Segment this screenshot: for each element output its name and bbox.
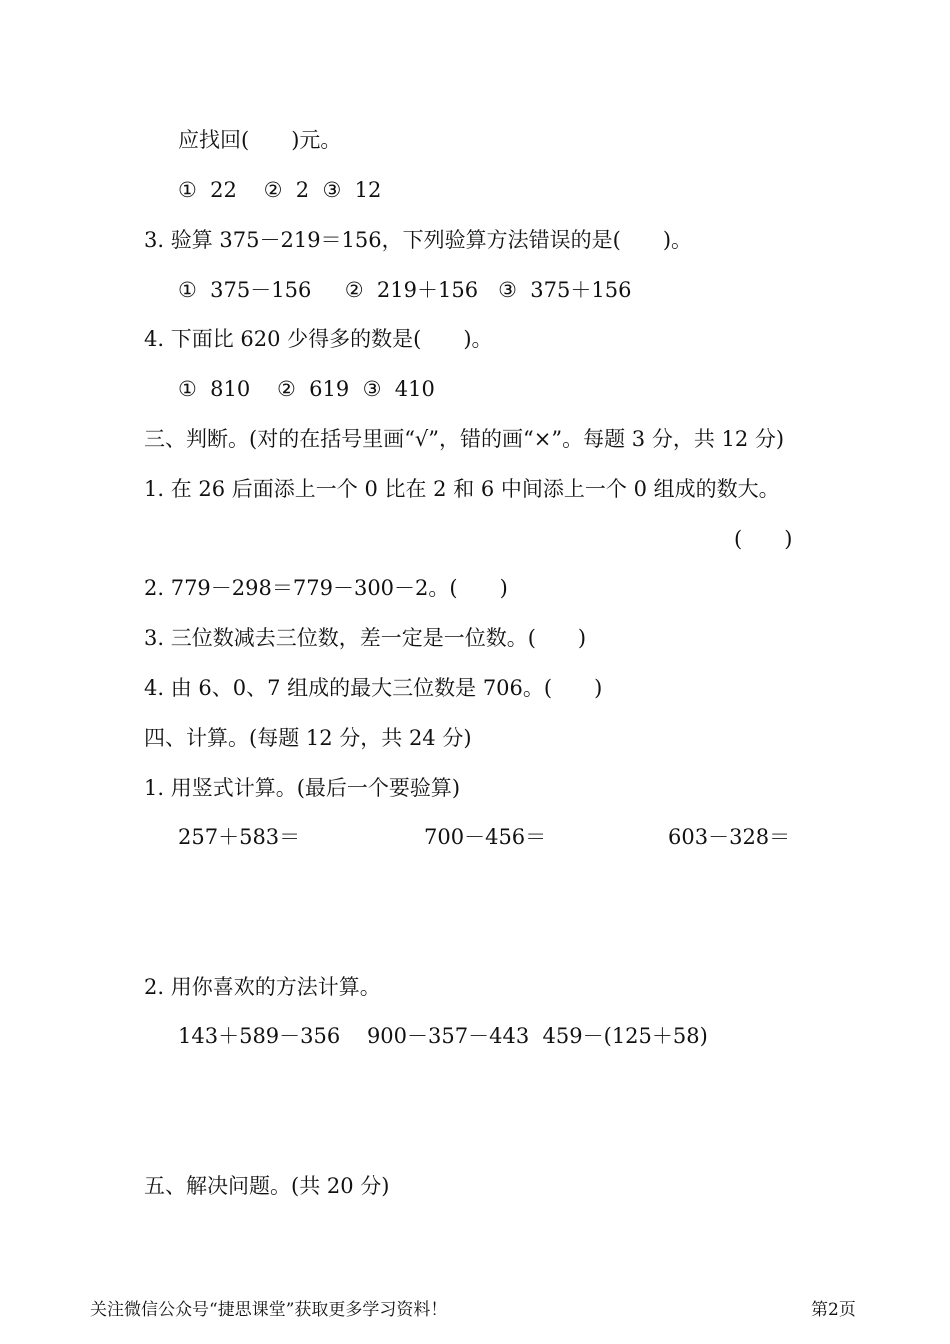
question-2-answer-stem: 应找回( )元。 <box>178 128 342 152</box>
calc-expression-1: 257＋583＝ <box>178 825 301 849</box>
judge-question-1-blank: ( ) <box>734 527 793 551</box>
question-4-options: ① 810 ② 619 ③ 410 <box>178 377 435 401</box>
judge-question-1: 1. 在 26 后面添上一个 0 比在 2 和 6 中间添上一个 0 组成的数大。 <box>144 477 780 501</box>
calc-question-1: 1. 用竖式计算。(最后一个要验算) <box>144 776 461 800</box>
footer-note: 关注微信公众号“捷思课堂”获取更多学习资料！ <box>90 1300 448 1320</box>
calc-question-2: 2. 用你喜欢的方法计算。 <box>144 975 381 999</box>
judge-question-2: 2. 779－298＝779－300－2。( ) <box>144 576 508 600</box>
question-2-options: ① 22 ② 2 ③ 12 <box>178 178 382 202</box>
judge-question-3: 3. 三位数减去三位数，差一定是一位数。( ) <box>144 626 587 650</box>
calc-expression-3: 603－328＝ <box>668 825 791 849</box>
page-number: 第2页 <box>811 1300 856 1320</box>
calc-question-2-expressions: 143＋589－356 900－357－443 459－(125＋58) <box>178 1024 708 1048</box>
judge-question-4: 4. 由 6、0、7 组成的最大三位数是 706。( ) <box>144 676 603 700</box>
section-5-heading: 五、解决问题。(共 20 分) <box>144 1174 390 1198</box>
calc-expression-2: 700－456＝ <box>424 825 547 849</box>
question-4: 4. 下面比 620 少得多的数是( )。 <box>144 327 493 351</box>
section-3-heading: 三、判断。(对的在括号里画“√”，错的画“×”。每题 3 分，共 12 分) <box>144 427 785 451</box>
question-3: 3. 验算 375－219＝156，下列验算方法错误的是( )。 <box>144 228 693 252</box>
question-3-options: ① 375－156 ② 219＋156 ③ 375＋156 <box>178 278 632 302</box>
section-4-heading: 四、计算。(每题 12 分，共 24 分) <box>144 726 472 750</box>
